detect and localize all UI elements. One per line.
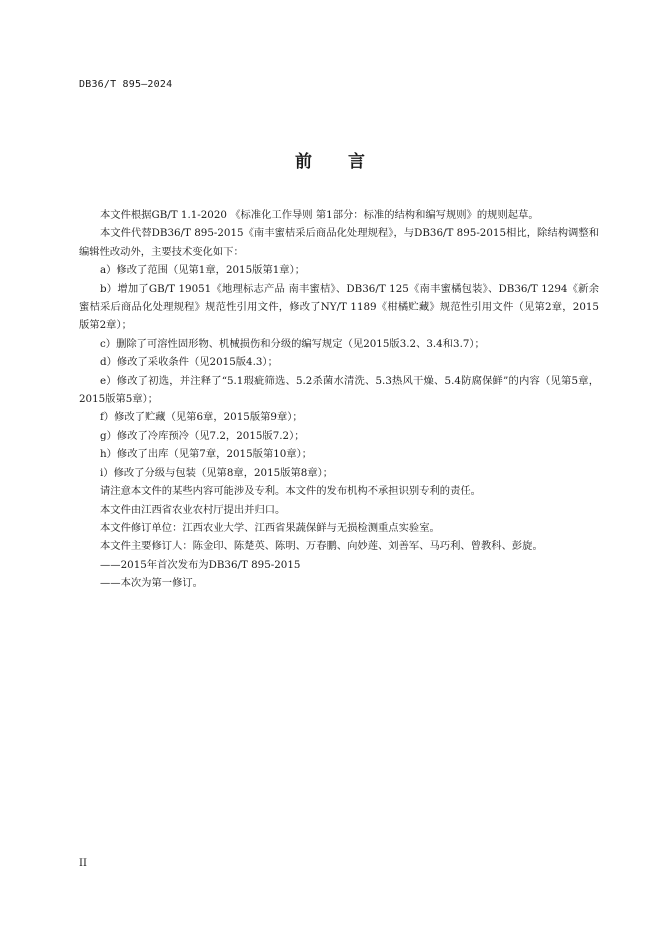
change-item-g: g）修改了冷库预冷（见7.2，2015版7.2）； xyxy=(100,429,305,442)
change-item-a: a）修改了范围（见第1章，2015版第1章）； xyxy=(100,264,306,277)
paragraph-drafting-rules: 本文件根据GB/T 1.1-2020 《标准化工作导则 第1部分：标准的结构和编写规则》的规则起草。 xyxy=(100,209,539,221)
paragraph-patent-notice: 请注意本文件的某些内容可能涉及专利。本文件的发布机构不承担识别专利的责任。 xyxy=(100,485,481,498)
paragraph-replacement: 本文件代替DB36/T 895-2015《南丰蜜桔采后商品化处理规程》，与DB36/T 895-2015相比，除结构调整和编辑性改动外，主要技术变化如下： xyxy=(79,227,599,258)
page-number: II xyxy=(79,858,87,869)
change-item-i: i）修改了分级与包装（见第8章，2015版第8章）； xyxy=(100,466,334,479)
history-current-revision: ——本次为第一修订。 xyxy=(100,577,203,590)
change-item-f: f）修改了贮藏（见第6章，2015版第9章）； xyxy=(100,411,303,424)
change-item-h: h）修改了出库（见第7章，2015版第10章）； xyxy=(100,448,313,461)
page-title xyxy=(0,147,662,172)
change-item-b: b）增加了GB/T 19051《地理标志产品 南丰蜜桔》、DB36/T 125《南丰蜜橘包装》、DB36/T 1294《新余蜜桔采后商品化处理规程》规范性引用文件，修改了NY/T 1189《柑橘贮藏》规范性引用文件（见第2章，2015版第2章）； xyxy=(79,282,599,332)
change-item-d: d）修改了采收条件（见2015版4.3）； xyxy=(100,356,278,369)
paragraph-revising-units: 本文件修订单位：江西农业大学、江西省果蔬保鲜与无损检测重点实验室。 xyxy=(100,521,440,534)
paragraph-proposer: 本文件由江西省农业农村厅提出并归口。 xyxy=(100,503,286,516)
paragraph-revisers: 本文件主要修订人：陈金印、陈楚英、陈明、万春鹏、向妙莲、刘善军、马巧利、曾教科、彭旋。 xyxy=(100,540,543,553)
page-title-part-1: 前 xyxy=(295,152,314,172)
history-first-release: ——2015年首次发布为DB36/T 895-2015 xyxy=(100,558,301,571)
change-item-c: c）删除了可溶性固形物、机械损伤和分级的编写规定（见2015版3.2、3.4和3.7）； xyxy=(100,337,485,350)
foreword-body xyxy=(79,206,599,593)
standard-code: DB36/T 895—2024 xyxy=(79,79,173,90)
page-title-part-2: 言 xyxy=(348,152,367,172)
change-item-e: e）修改了初选，并注释了“5.1瑕疵筛选、5.2杀菌水清洗、5.3热风干燥、5.4防腐保鲜”的内容（见第5章，2015版第5章）； xyxy=(79,374,599,406)
